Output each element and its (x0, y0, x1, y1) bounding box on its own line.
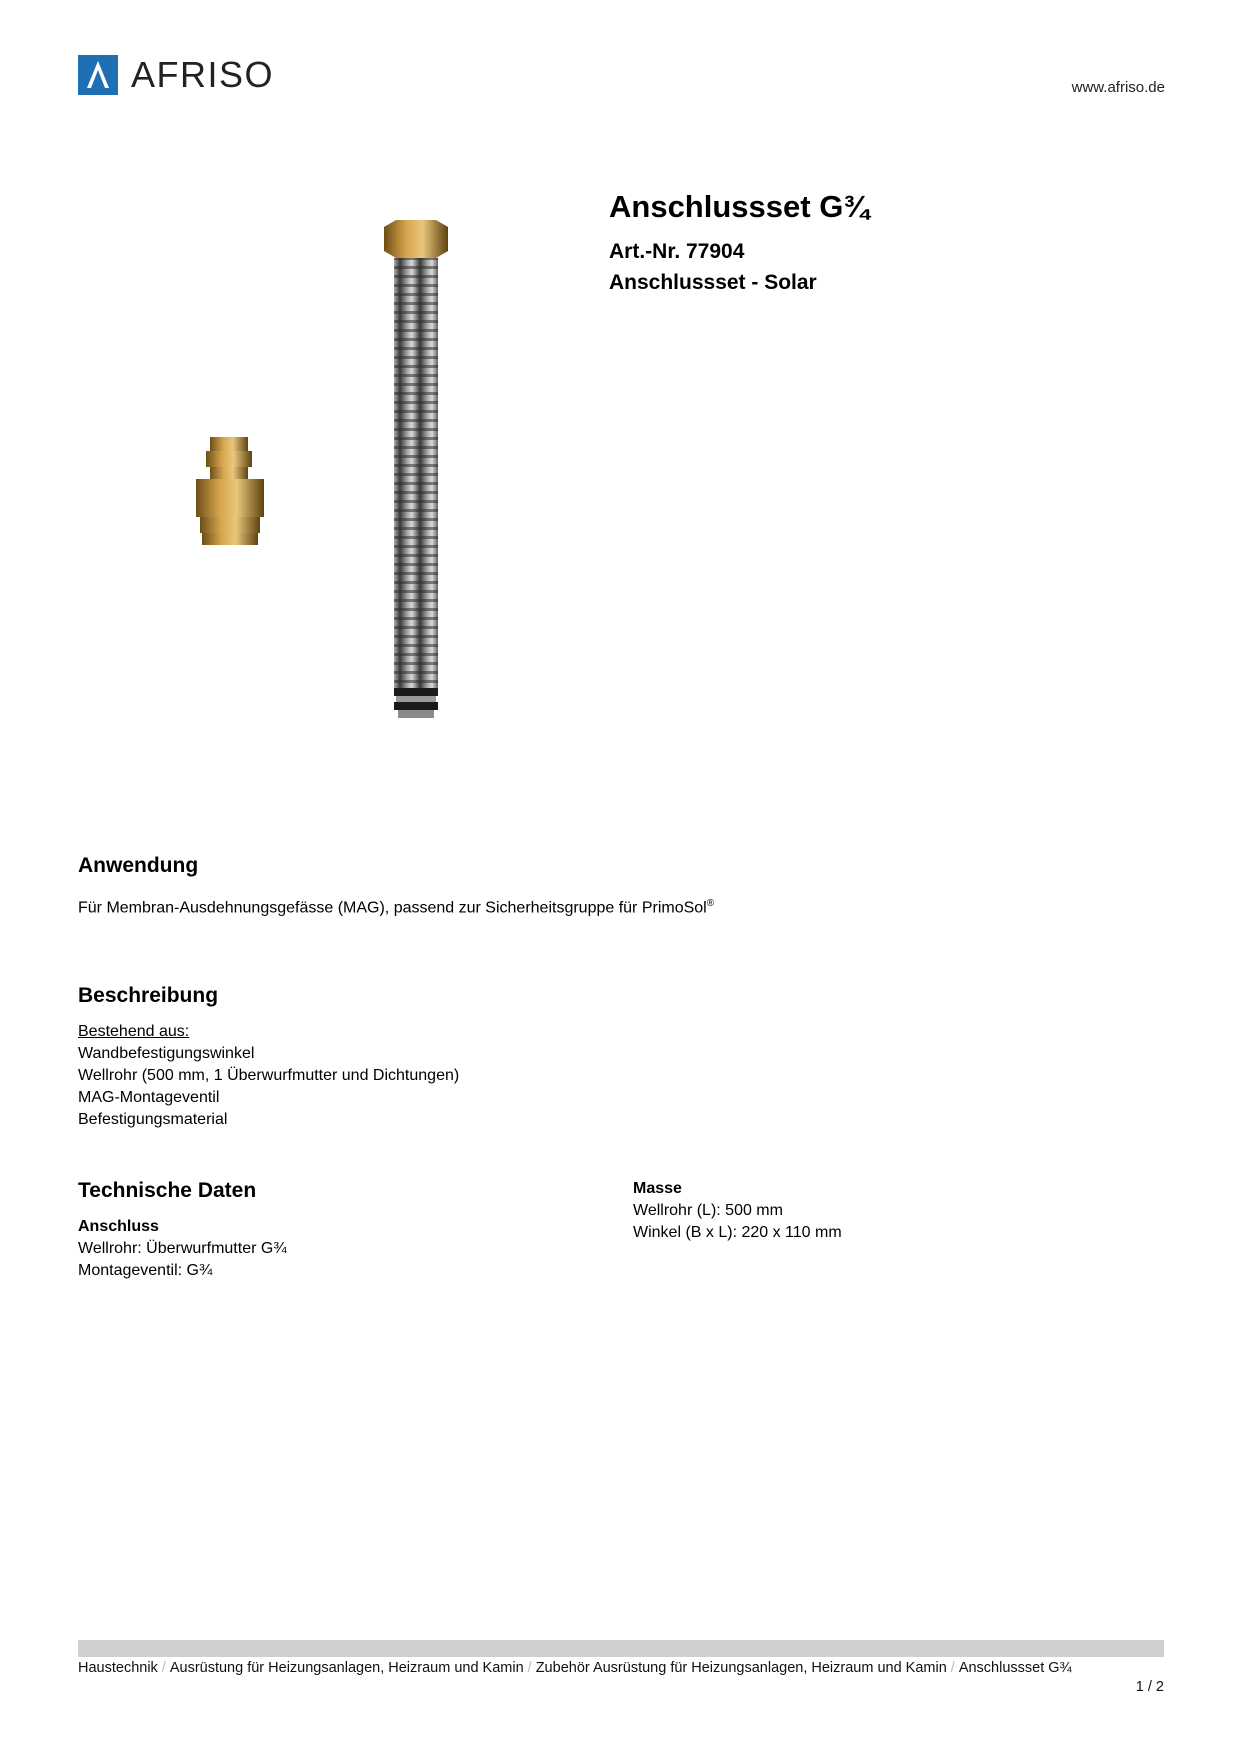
beschreibung-intro: Bestehend aus: (78, 1023, 190, 1040)
spec-line: Wellrohr: Überwurfmutter G¾ (78, 1240, 287, 1257)
breadcrumb-separator: / (161, 1660, 166, 1676)
section-heading-technische-daten: Technische Daten (78, 1179, 257, 1202)
breadcrumb-separator: / (527, 1660, 532, 1676)
masse-heading: Masse (633, 1180, 682, 1197)
breadcrumb-separator: / (950, 1660, 955, 1676)
tech-anschluss (78, 1216, 287, 1282)
website-link[interactable]: www.afriso.de (1071, 79, 1165, 96)
list-item: MAG-Montageventil (78, 1089, 220, 1106)
afriso-logo-icon (78, 55, 118, 95)
logo-wordmark: AFRISO (131, 54, 275, 95)
breadcrumb-item[interactable]: Ausrüstung für Heizungsanlagen, Heizraum und Kamin (169, 1660, 524, 1676)
product-image (180, 215, 480, 775)
list-item: Wellrohr (500 mm, 1 Überwurfmutter und Dichtungen) (78, 1067, 460, 1084)
trademark-symbol: ® (706, 898, 715, 909)
footer-divider-bar (78, 1640, 1164, 1657)
section-heading-anwendung: Anwendung (78, 854, 199, 877)
section-heading-beschreibung: Beschreibung (78, 984, 219, 1007)
breadcrumb-item[interactable]: Zubehör Ausrüstung für Heizungsanlagen, Heizraum und Kamin (535, 1660, 947, 1676)
list-item: Wandbefestigungswinkel (78, 1045, 255, 1062)
anschluss-heading: Anschluss (78, 1218, 159, 1235)
product-title: Anschlussset G¾ (609, 189, 870, 224)
spec-line: Winkel (B x L): 220 x 110 mm (633, 1224, 842, 1241)
breadcrumb (78, 1660, 1078, 1677)
product-subtitle: Anschlussset - Solar (609, 271, 817, 294)
article-number: Art.-Nr. 77904 (609, 240, 745, 263)
beschreibung-list (78, 1021, 459, 1131)
breadcrumb-item[interactable]: Anschlussset G¾ (958, 1660, 1072, 1676)
tech-masse (633, 1178, 842, 1244)
list-item: Befestigungsmaterial (78, 1111, 228, 1128)
anwendung-text-body: Für Membran-Ausdehnungsgefässe (MAG), passend zur Sicherheitsgruppe für PrimoSol (78, 899, 707, 917)
anwendung-text (78, 893, 714, 919)
breadcrumb-item[interactable]: Haustechnik (78, 1660, 158, 1676)
spec-line: Wellrohr (L): 500 mm (633, 1202, 783, 1219)
page-number: 1 / 2 (1135, 1679, 1164, 1695)
spec-line: Montageventil: G¾ (78, 1262, 213, 1279)
